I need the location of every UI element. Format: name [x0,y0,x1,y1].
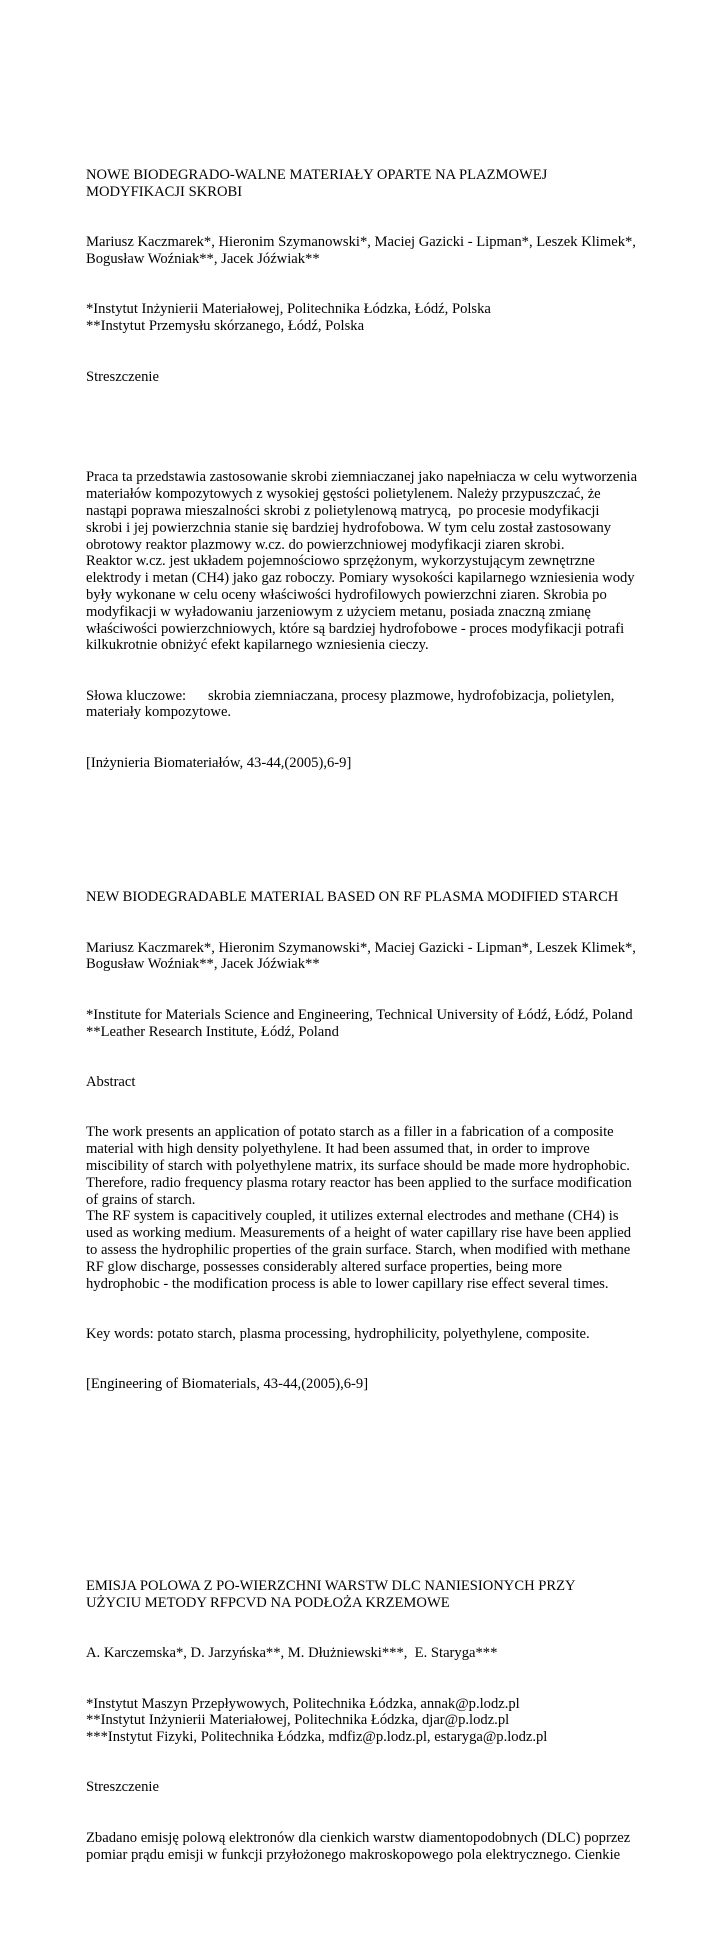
blank-line [86,1477,692,1494]
text-line: nastąpi poprawa mieszalności skrobi z polietylenową matrycą, po procesie modyfikacji [86,502,600,519]
abstract-body-pl [86,469,692,654]
abstract-body-en [86,1124,692,1292]
text-line: NEW BIODEGRADABLE MATERIAL BASED ON RF PLASMA MODIFIED STARCH [86,889,619,906]
text-line: Therefore, radio frequency plasma rotary reactor has been applied to the surface modification [86,1174,632,1191]
text-line: *Instytut Inżynierii Materiałowej, Politechnika Łódzka, Łódź, Polska [86,301,491,318]
text-line: Key words: potato starch, plasma processing, hydrophilicity, polyethylene, composite. [86,1325,590,1342]
abstract-article-1-polish [86,133,692,805]
text-line: *Institute for Materials Science and Engineering, Technical University of Łódź, Łódź, Poland [86,1006,633,1023]
text-line: Zbadano emisję polową elektronów dla cienkich warstw diamentopodobnych (DLC) poprzez [86,1829,631,1846]
abstract-article-2-polish [86,1544,692,1897]
page-text-content [86,83,692,1947]
text-line: Mariusz Kaczmarek*, Hieronim Szymanowski*, Maciej Gazicki - Lipman*, Leszek Klimek*, [86,939,636,956]
article2-affiliations [86,1696,692,1746]
text-line: hydrophobic - the modification process is able to lower capillary rise effect several times. [86,1275,609,1292]
text-line: **Leather Research Institute, Łódź, Poland [86,1023,339,1040]
article-affiliations-pl [86,301,692,335]
text-line: Reaktor w.cz. jest układem pojemnościowo sprzężonym, wykorzystującym zewnętrzne [86,553,595,570]
keywords-pl [86,688,692,722]
text-line: **Instytut Inżynierii Materiałowej, Politechnika Łódzka, djar@p.lodz.pl [86,1712,510,1729]
text-line: modyfikacji w wyładowaniu jarzeniowym z użyciem metanu, posiada znaczną zmianę [86,603,591,620]
text-line: EMISJA POLOWA Z PO-WIERZCHNI WARSTW DLC NANIESIONYCH PRZY [86,1577,576,1594]
text-line: NOWE BIODEGRADO-WALNE MATERIAŁY OPARTE NA PLAZMOWEJ [86,166,548,183]
text-line: UŻYCIU METODY RFPCVD NA PODŁOŻA KRZEMOWE [86,1594,450,1611]
text-line: to assess the hydrophilic properties of the grain surface. Starch, when modified with methane [86,1241,631,1258]
text-line: elektrody i metan (CH4) jako gaz roboczy. Pomiary wysokości kapilarnego wzniesienia wody [86,570,635,587]
citation-pl: [Inżynieria Biomateriałów, 43-44,(2005),6-9] [86,754,352,771]
blank-line [86,419,692,436]
text-line: Słowa kluczowe: skrobia ziemniaczana, procesy plazmowe, hydrofobizacja, polietylen, [86,687,615,704]
text-line: material with high density polyethylene. It had been assumed that, in order to improve [86,1141,590,1158]
section-label-streszczenie-2: Streszczenie [86,1779,159,1796]
text-line: pomiar prądu emisji w funkcji przyłożonego makroskopowego pola elektrycznego. Cienkie [86,1846,621,1863]
text-line: RF glow discharge, possesses considerably altered surface properties, being more [86,1258,562,1275]
text-line: Mariusz Kaczmarek*, Hieronim Szymanowski*, Maciej Gazicki - Lipman*, Leszek Klimek*, [86,234,636,251]
text-line: skrobi i jej powierzchnia stanie się bardziej hydrofobowa. W tym celu został zastosowany [86,519,612,536]
article-authors-pl [86,234,692,268]
text-line: miscibility of starch with polyethylene matrix, its surface should be made more hydrophobic. [86,1158,630,1174]
text-line: Praca ta przedstawia zastosowanie skrobi ziemniaczanej jako napełniacza w celu wytworzenia [86,469,638,486]
text-line: used as working medium. Measurements of a height of water capillary rise have been applied [86,1225,632,1242]
article2-authors [86,1645,692,1662]
text-line: **Instytut Przemysłu skórzanego, Łódź, Polska [86,318,365,335]
text-line: MODYFIKACJI SKROBI [86,183,243,200]
section-label-abstract: Abstract [86,1074,136,1091]
text-line: *Instytut Maszyn Przepływowych, Politechnika Łódzka, annak@p.lodz.pl [86,1695,520,1712]
text-line: of grains of starch. [86,1191,196,1208]
text-line: The work presents an application of potato starch as a filler in a fabrication of a composite [86,1124,614,1141]
text-line: były wykonane w celu oceny właściwości hydrofilowych powierzchni ziaren. Skrobia po [86,586,607,603]
article-title-en [86,889,692,906]
article-authors-en [86,940,692,974]
text-line: The RF system is capacitively coupled, it utilizes external electrodes and methane (CH4) is [86,1208,619,1225]
abstract-article-1-english [86,856,692,1427]
text-line: ***Instytut Fizyki, Politechnika Łódzka, mdfiz@p.lodz.pl, estaryga@p.lodz.pl [86,1729,548,1746]
keywords-en [86,1326,692,1343]
citation-en: [Engineering of Biomaterials, 43-44,(2005),6-9] [86,1376,369,1393]
text-line: Bogusław Woźniak**, Jacek Jóźwiak** [86,956,320,973]
text-line: Bogusław Woźniak**, Jacek Jóźwiak** [86,250,320,267]
article-title-pl [86,167,692,201]
text-line: obrotowy reaktor plazmowy w.cz. do powierzchniowej modyfikacji ziaren skrobi. [86,536,565,553]
text-line: kilkukrotnie obniżyć efekt kapilarnego wzniesienia cieczy. [86,637,429,654]
text-line: A. Karczemska*, D. Jarzyńska**, M. Dłużniewski***, E. Staryga*** [86,1645,498,1662]
text-line: materiały kompozytowe. [86,704,232,721]
article2-title-pl [86,1578,692,1612]
abstract2-body-pl [86,1830,692,1864]
text-line: właściwości powierzchniowych, które są bardziej hydrofobowe - proces modyfikacji potrafi [86,620,625,637]
section-label-streszczenie: Streszczenie [86,368,159,385]
text-line: materiałów kompozytowych z wysokiej gęstości polietylenem. Należy przypuszczać, że [86,486,601,503]
